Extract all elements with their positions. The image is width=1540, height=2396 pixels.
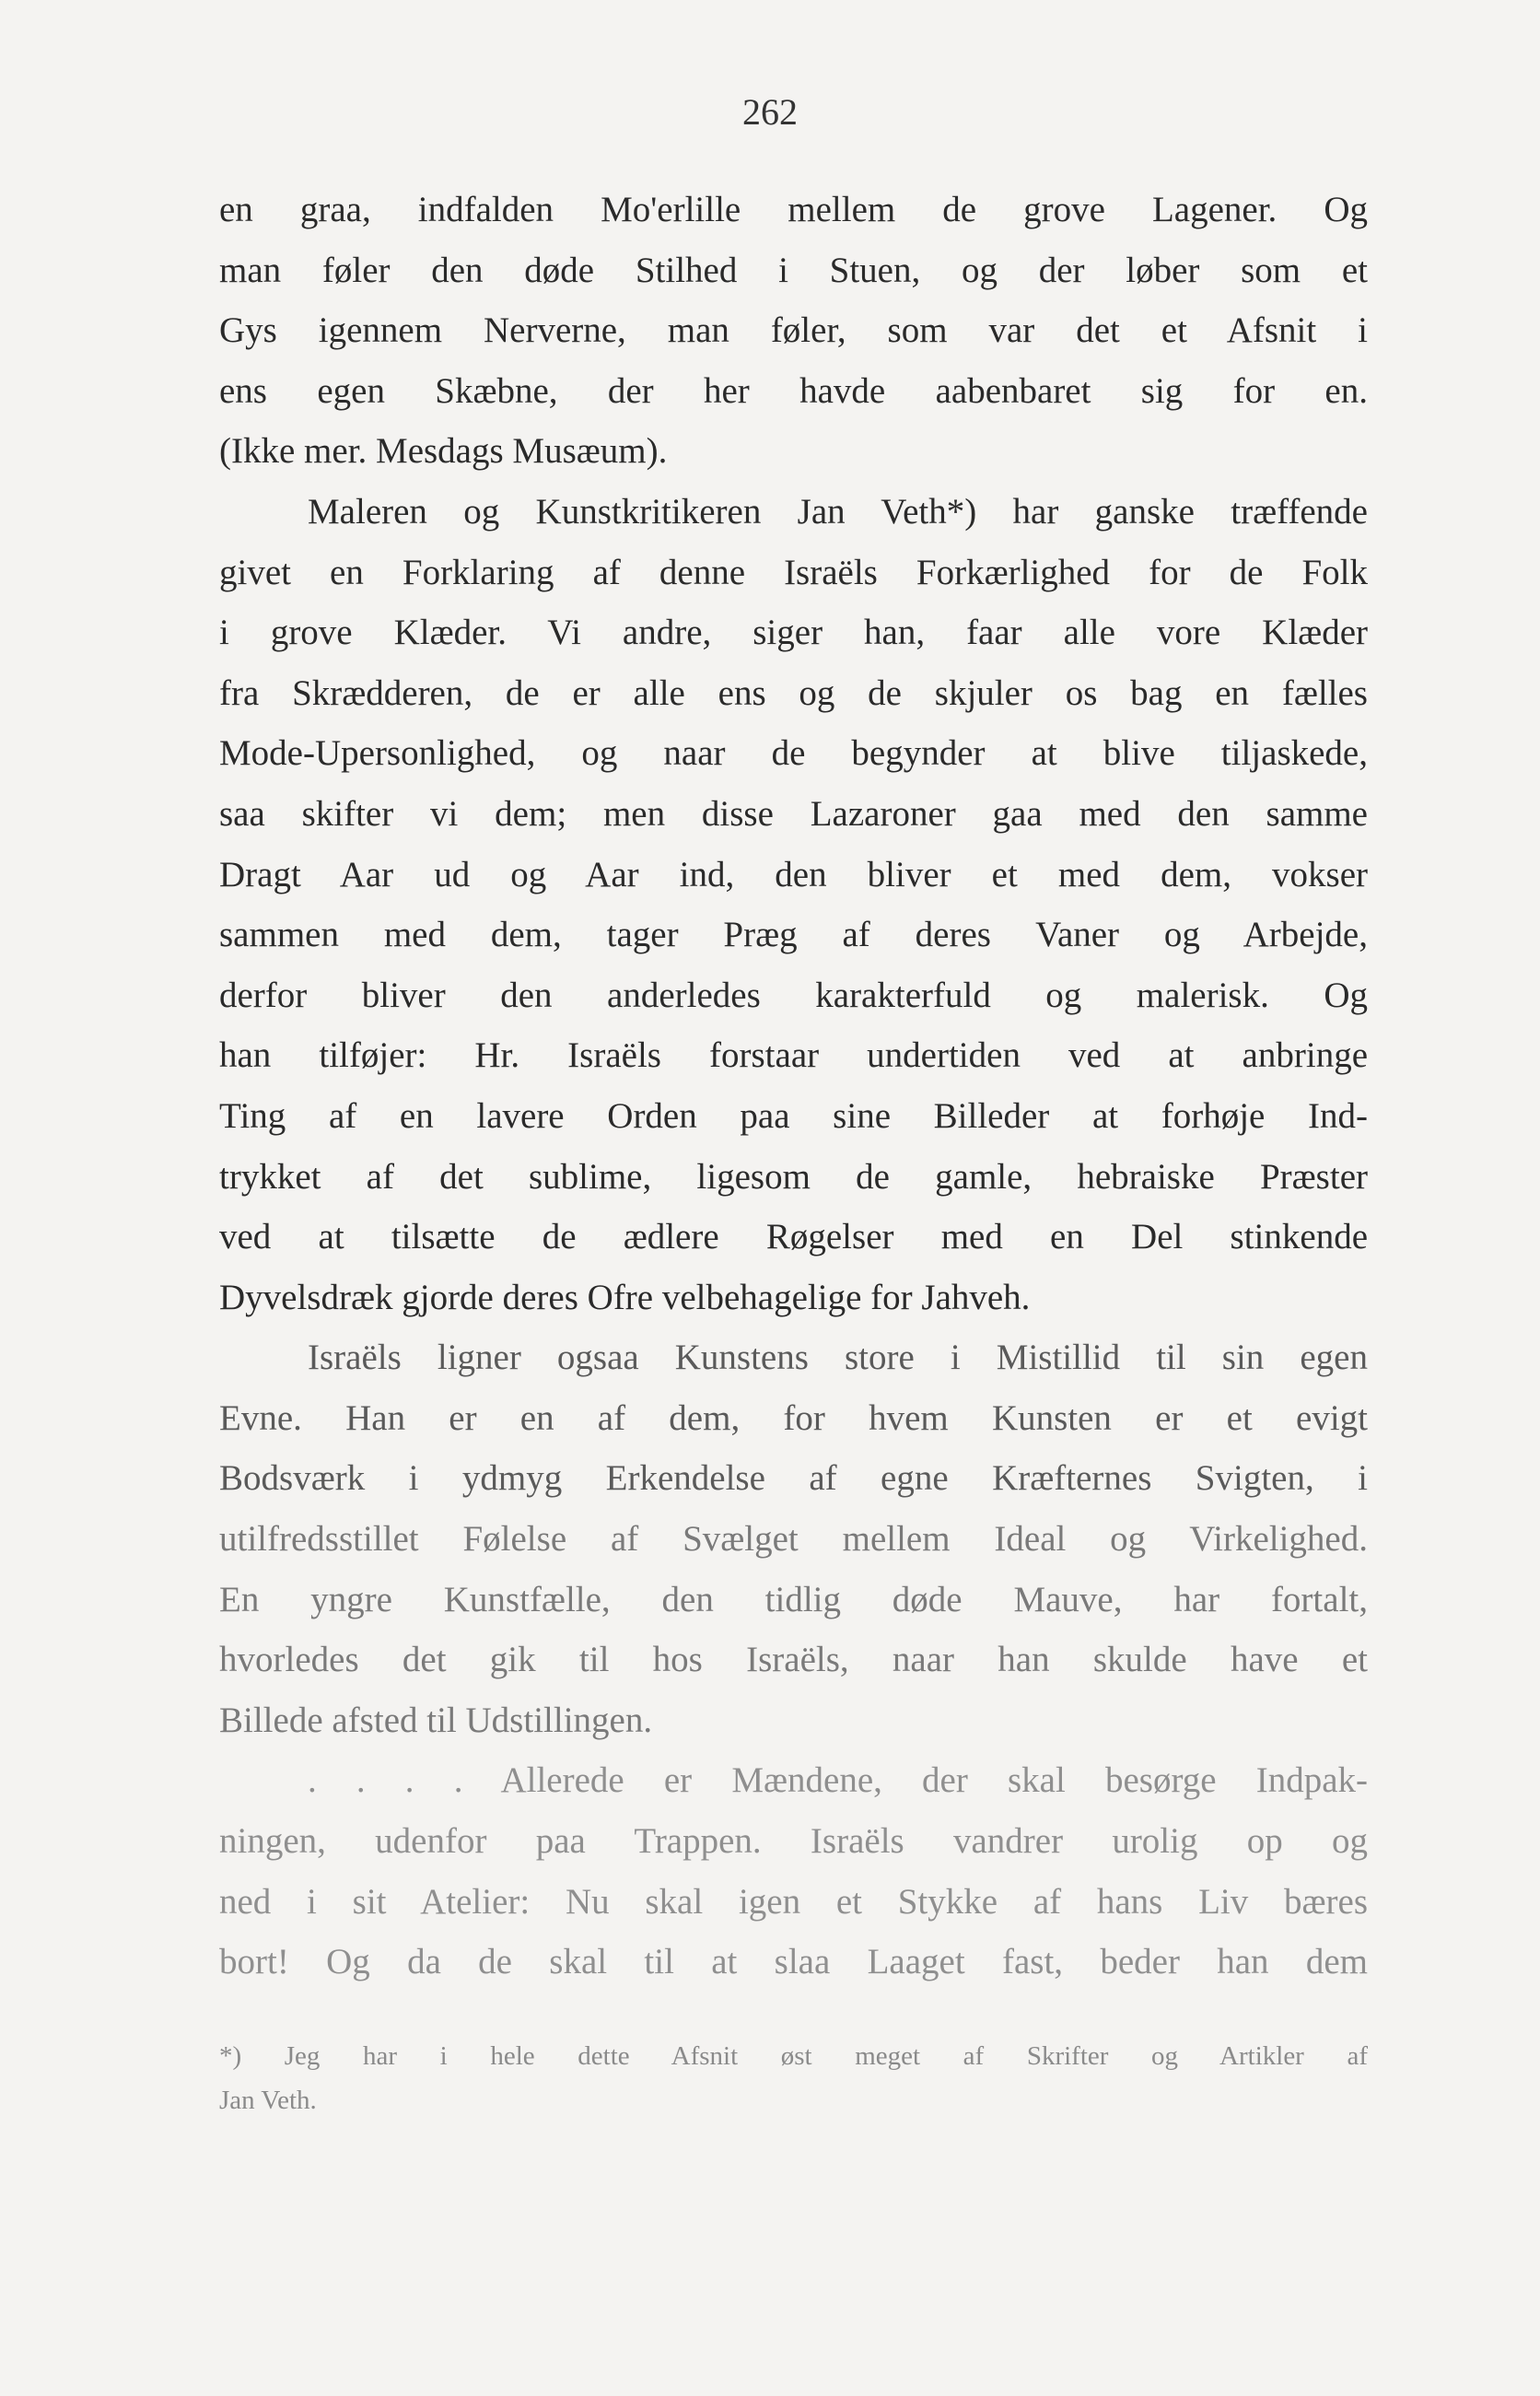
text-line: ned i sit Atelier: Nu skal igen et Stykke af hans Liv bæres xyxy=(219,1881,1368,1922)
text-line: . . . . Allerede er Mændene, der skal besørge Indpak- xyxy=(308,1760,1368,1801)
text-line: ved at tilsætte de ædlere Røgelser med en Del stinkende xyxy=(219,1217,1368,1257)
text-line: fra Skrædderen, de er alle ens og de skjuler os bag en fælles xyxy=(219,672,1368,713)
text-line: ningen, udenfor paa Trappen. Israëls vandrer urolig op og xyxy=(219,1821,1368,1862)
text-line: Ting af en lavere Orden paa sine Billeder at forhøje Ind- xyxy=(219,1095,1368,1136)
footnote-line: Jan Veth. xyxy=(219,2086,317,2115)
text-line: han tilføjer: Hr. Israëls forstaar undertiden ved at anbringe xyxy=(219,1035,1368,1076)
text-line: utilfredsstillet Følelse af Svælget mellem Ideal og Virkelighed. xyxy=(219,1519,1368,1560)
text-line: Evne. Han er en af dem, for hvem Kunsten er et evigt xyxy=(219,1397,1368,1438)
text-line: man føler den døde Stilhed i Stuen, og der løber som et xyxy=(219,250,1368,290)
text-line: (Ikke mer. Mesdags Musæum). xyxy=(219,431,668,472)
text-line: En yngre Kunstfælle, den tidlig døde Mauve, har fortalt, xyxy=(219,1579,1368,1619)
text-line: en graa, indfalden Mo'erlille mellem de grove Lagener. Og xyxy=(219,190,1368,229)
text-line: Bodsværk i ydmyg Erkendelse af egne Kræfternes Svigten, i xyxy=(219,1458,1368,1499)
text-line: Mode-Upersonlighed, og naar de begynder at blive tiljaskede, xyxy=(219,733,1368,774)
footnote xyxy=(219,2034,1368,2122)
text-line: trykket af det sublime, ligesom de gamle, hebraiske Præster xyxy=(219,1156,1368,1197)
text-line: Maleren og Kunstkritikeren Jan Veth*) har ganske træffende xyxy=(308,491,1368,532)
text-line: Dragt Aar ud og Aar ind, den bliver et med dem, vokser xyxy=(219,854,1368,894)
text-line: derfor bliver den anderledes karakterfuld og malerisk. Og xyxy=(219,975,1368,1015)
text-line: Dyvelsdræk gjorde deres Ofre velbehagelige for Jahveh. xyxy=(219,1277,1031,1317)
text-line: bort! Og da de skal til at slaa Laaget fast, beder han dem xyxy=(219,1942,1368,1982)
footnote-line: *) Jeg har i hele dette Afsnit øst meget af Skrifter og Artikler af xyxy=(219,2041,1368,2071)
text-line: hvorledes det gik til hos Israëls, naar han skulde have et xyxy=(219,1640,1368,1680)
page-number: 262 xyxy=(742,91,798,133)
text-line: saa skifter vi dem; men disse Lazaroner gaa med den samme xyxy=(219,793,1368,834)
text-line: ens egen Skæbne, der her havde aabenbaret sig for en. xyxy=(219,370,1368,411)
text-line: givet en Forklaring af denne Israëls Forkærlighed for de Folk xyxy=(219,552,1368,592)
text-line: Billede afsted til Udstillingen. xyxy=(219,1700,653,1740)
text-line: i grove Klæder. Vi andre, siger han, faar alle vore Klæder xyxy=(219,613,1368,653)
text-line: Israëls ligner ogsaa Kunstens store i Mistillid til sin egen xyxy=(308,1338,1368,1378)
text-line: sammen med dem, tager Præg af deres Vaner og Arbejde, xyxy=(219,915,1368,955)
text-line: Gys igennem Nerverne, man føler, som var det et Afsnit i xyxy=(219,310,1368,351)
body-text xyxy=(219,180,1368,1993)
